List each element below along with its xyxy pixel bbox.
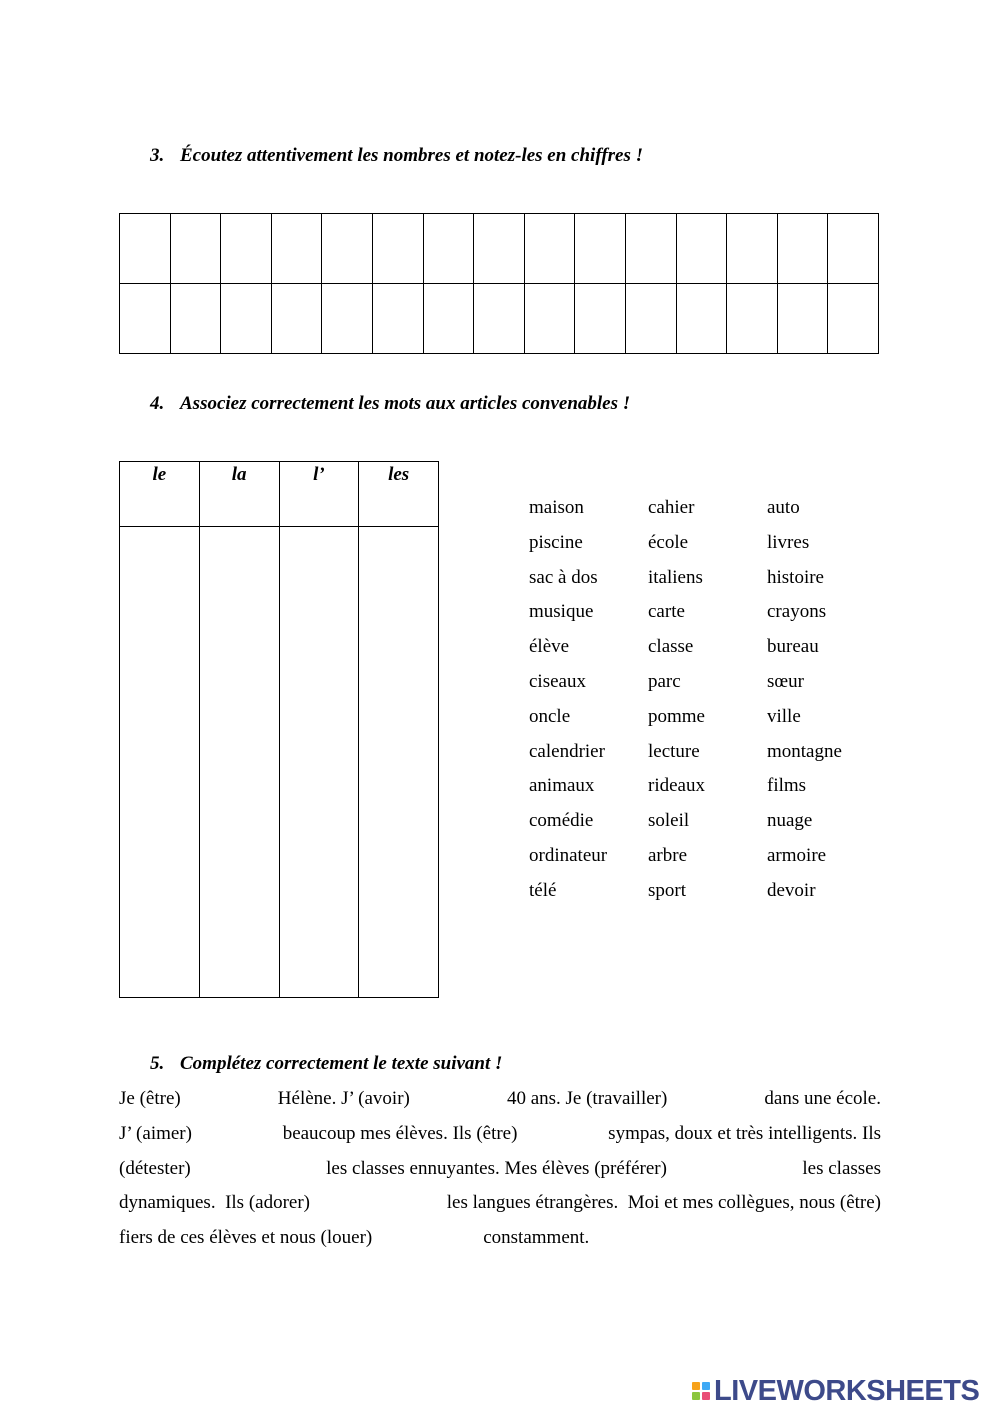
text-segment: sympas, doux et très intelligents. Ils <box>608 1122 881 1144</box>
text-line <box>119 1224 881 1259</box>
text-line <box>119 1120 881 1155</box>
draggable-word[interactable]: montagne <box>767 740 842 762</box>
word-row <box>529 633 886 668</box>
logo-text: LIVEWORKSHEETS <box>714 1375 980 1407</box>
text-segment: les langues étrangères. Moi et mes collègues, nous (être) <box>446 1192 881 1214</box>
draggable-word[interactable]: arbre <box>648 844 688 866</box>
number-answer-cell[interactable] <box>625 214 676 284</box>
article-header-le: le <box>120 462 200 527</box>
article-table <box>119 461 439 998</box>
article-header-la: la <box>199 462 279 527</box>
word-row <box>529 529 886 564</box>
text-segment: Je (être) <box>119 1088 181 1109</box>
draggable-word[interactable]: auto <box>767 497 800 518</box>
fill-in-text <box>119 1085 881 1259</box>
number-answer-cell[interactable] <box>271 284 322 354</box>
draggable-word[interactable]: école <box>648 531 689 553</box>
draggable-word[interactable]: animaux <box>529 775 595 797</box>
draggable-word[interactable]: films <box>767 775 807 797</box>
word-bank <box>529 494 886 912</box>
text-segment: fiers de ces élèves et nous (louer) <box>119 1227 373 1249</box>
draggable-word[interactable]: lecture <box>648 740 700 762</box>
grid-row <box>120 284 879 354</box>
number-answer-grid <box>119 213 879 354</box>
number-answer-cell[interactable] <box>474 214 525 284</box>
article-header-les: les <box>359 462 439 527</box>
exercise-5-instruction: Complétez correctement le texte suivant ! <box>180 1053 503 1074</box>
number-answer-cell[interactable] <box>423 284 474 354</box>
number-answer-cell[interactable] <box>676 214 727 284</box>
draggable-word[interactable]: musique <box>529 601 594 623</box>
draggable-word[interactable]: piscine <box>529 531 583 553</box>
exercise-4-number: 4. <box>150 393 165 414</box>
article-column-l-apostrophe-dropzone[interactable] <box>279 527 359 998</box>
text-line <box>119 1155 881 1190</box>
word-row <box>529 738 886 773</box>
text-segment: constamment. <box>483 1227 590 1249</box>
draggable-word[interactable]: nuage <box>767 810 813 832</box>
text-segment: 40 ans. Je (travailler) <box>506 1088 668 1109</box>
number-answer-cell[interactable] <box>777 284 828 354</box>
exercise-3-number: 3. <box>150 145 165 166</box>
number-answer-cell[interactable] <box>322 214 373 284</box>
exercise-4-heading <box>150 393 630 415</box>
number-answer-cell[interactable] <box>221 284 272 354</box>
draggable-word[interactable]: bureau <box>767 636 819 658</box>
logo-mark-icon <box>692 1382 710 1400</box>
draggable-word[interactable]: crayons <box>767 601 827 623</box>
draggable-word[interactable]: classe <box>648 636 694 658</box>
word-row <box>529 668 886 703</box>
number-answer-cell[interactable] <box>727 284 778 354</box>
draggable-word[interactable]: télé <box>529 879 557 901</box>
number-answer-cell[interactable] <box>170 214 221 284</box>
number-answer-cell[interactable] <box>170 284 221 354</box>
exercise-5-heading <box>150 1053 502 1075</box>
number-answer-cell[interactable] <box>524 214 575 284</box>
draggable-word[interactable]: rideaux <box>648 775 705 797</box>
word-row <box>529 772 886 807</box>
text-segment: (détester) <box>119 1157 191 1179</box>
number-answer-cell[interactable] <box>474 284 525 354</box>
number-answer-cell[interactable] <box>676 284 727 354</box>
draggable-word[interactable]: oncle <box>529 705 571 727</box>
draggable-word[interactable]: ordinateur <box>529 844 608 866</box>
number-answer-cell[interactable] <box>120 284 171 354</box>
article-column-le-dropzone[interactable] <box>120 527 200 998</box>
word-row <box>529 807 886 842</box>
number-answer-cell[interactable] <box>777 214 828 284</box>
number-answer-cell[interactable] <box>372 214 423 284</box>
number-answer-cell[interactable] <box>120 214 171 284</box>
number-answer-cell[interactable] <box>828 214 879 284</box>
exercise-4-instruction: Associez correctement les mots aux articles convenables ! <box>180 393 631 414</box>
draggable-word[interactable]: parc <box>648 670 681 692</box>
exercise-3-instruction: Écoutez attentivement les nombres et notez-les en chiffres ! <box>180 145 644 166</box>
draggable-word[interactable]: sport <box>648 879 686 901</box>
draggable-word[interactable]: devoir <box>767 879 816 901</box>
word-row <box>529 877 886 912</box>
text-segment: J’ (aimer) <box>119 1122 192 1144</box>
grid-row <box>120 214 879 284</box>
word-row <box>529 564 886 599</box>
article-column-les-dropzone[interactable] <box>359 527 439 998</box>
draggable-word[interactable]: armoire <box>767 844 827 866</box>
text-segment: les classes <box>802 1157 881 1179</box>
number-answer-cell[interactable] <box>271 214 322 284</box>
number-answer-cell[interactable] <box>524 284 575 354</box>
number-answer-cell[interactable] <box>372 284 423 354</box>
number-answer-cell[interactable] <box>322 284 373 354</box>
number-answer-cell[interactable] <box>575 284 626 354</box>
number-answer-cell[interactable] <box>221 214 272 284</box>
draggable-word[interactable]: ville <box>767 705 801 727</box>
draggable-word[interactable]: cahier <box>648 497 695 518</box>
word-row <box>529 598 886 633</box>
draggable-word[interactable]: histoire <box>767 566 824 588</box>
number-answer-cell[interactable] <box>828 284 879 354</box>
draggable-word[interactable]: élève <box>529 636 570 658</box>
draggable-word[interactable]: comédie <box>529 810 594 832</box>
article-column-la-dropzone[interactable] <box>199 527 279 998</box>
word-row <box>529 703 886 738</box>
exercise-5-number: 5. <box>150 1053 165 1074</box>
exercise-3-heading <box>150 145 643 167</box>
number-answer-cell[interactable] <box>625 284 676 354</box>
number-answer-cell[interactable] <box>423 214 474 284</box>
draggable-word[interactable]: sac à dos <box>529 566 598 588</box>
text-line <box>119 1085 881 1120</box>
text-line <box>119 1189 881 1224</box>
text-segment: dans une école. <box>764 1088 881 1109</box>
draggable-word[interactable]: soleil <box>648 810 690 832</box>
number-answer-cell[interactable] <box>575 214 626 284</box>
draggable-word[interactable]: sœur <box>767 670 804 692</box>
liveworksheets-logo <box>692 1376 979 1406</box>
draggable-word[interactable]: ciseaux <box>529 670 586 692</box>
draggable-word[interactable]: carte <box>648 601 685 623</box>
word-row <box>529 842 886 877</box>
word-row <box>529 494 886 529</box>
draggable-word[interactable]: maison <box>529 497 584 518</box>
text-segment: dynamiques. Ils (adorer) <box>119 1192 310 1214</box>
article-header-l-apostrophe: l’ <box>279 462 359 527</box>
draggable-word[interactable]: calendrier <box>529 740 605 762</box>
text-segment: beaucoup mes élèves. Ils (être) <box>282 1122 518 1144</box>
draggable-word[interactable]: livres <box>767 531 810 553</box>
draggable-word[interactable]: italiens <box>648 566 703 588</box>
text-segment: les classes ennuyantes. Mes élèves (préférer) <box>326 1157 667 1179</box>
number-answer-cell[interactable] <box>727 214 778 284</box>
text-segment: Hélène. J’ (avoir) <box>277 1088 410 1109</box>
draggable-word[interactable]: pomme <box>648 705 705 727</box>
